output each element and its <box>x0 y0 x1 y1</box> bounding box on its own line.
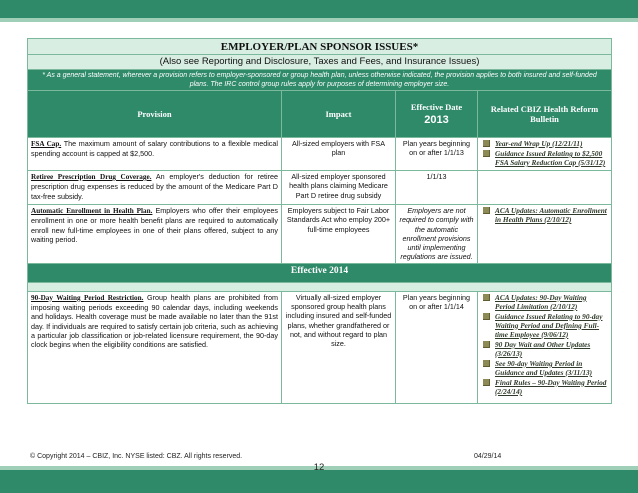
bullet-square-icon <box>483 207 490 214</box>
bulletin-link[interactable] <box>481 206 608 224</box>
issues-table <box>27 38 612 404</box>
provision-text: Employers who offer their employees enrollment in one or more health benefit plans are required to automatically enroll new full-time employees in one of their plans offered, subject to any waiting period. <box>31 206 278 244</box>
provision-text: The maximum amount of salary contributions to a flexible medical spending account is capped at $2,500. <box>31 139 279 159</box>
provision-text: An employer's deduction for retiree prescription drug expenses is reduced by the amount of the Medicare Part D tax-free subsidy. <box>31 172 278 201</box>
table-row <box>28 138 612 171</box>
bullet-square-icon <box>483 341 490 348</box>
bulletin-link-text: See 90-day Waiting Period in Guidance and Updates (3/11/13) <box>495 358 593 377</box>
page-title: EMPLOYER/PLAN SPONSOR ISSUES* <box>28 39 612 55</box>
top-banner <box>0 0 638 18</box>
impact-cell: All-sized employers with FSA plan <box>282 138 396 171</box>
effective-cell: Plan years beginning on or after 1/1/13 <box>396 138 478 171</box>
bulletin-cell <box>478 205 612 264</box>
bulletin-cell <box>478 171 612 205</box>
bulletin-link-text: Guidance Issued Relating to $2,500 FSA Salary Reduction Cap (5/31/12) <box>495 149 606 167</box>
bullet-square-icon <box>483 140 490 147</box>
footer-copyright: © Copyright 2014 – CBIZ, Inc. NYSE listed: CBZ. All rights reserved. <box>30 453 243 460</box>
provision-title: FSA Cap. <box>31 140 62 148</box>
effective-cell: Employers are not required to comply with the automatic enrollment provisions until implementing regulations are issued. <box>396 205 478 264</box>
bulletin-link[interactable] <box>481 139 608 148</box>
issues-document <box>27 38 611 404</box>
page-subtitle: (Also see Reporting and Disclosure, Taxes and Fees, and Insurance Issues) <box>28 55 612 70</box>
bullet-square-icon <box>483 294 490 301</box>
section-heading-2014: Effective 2014 <box>28 263 612 282</box>
bulletin-link[interactable] <box>481 340 608 358</box>
bulletin-link[interactable] <box>481 312 608 339</box>
effective-cell: Plan years beginning on or after 1/1/14 <box>396 291 478 403</box>
section-divider <box>28 282 612 291</box>
bulletin-link[interactable] <box>481 293 608 311</box>
bulletin-cell <box>478 291 612 403</box>
provision-cell <box>28 205 282 264</box>
impact-cell: Employers subject to Fair Labor Standards Act who employ 200+ full-time employees <box>282 205 396 264</box>
page-number: 12 <box>313 462 325 473</box>
bulletin-link-text: ACA Updates: Automatic Enrollment in Health Plans (2/10/12) <box>495 206 607 224</box>
bulletin-link[interactable] <box>481 378 608 396</box>
table-row <box>28 171 612 205</box>
bulletin-link[interactable] <box>481 359 608 377</box>
header-provision: Provision <box>28 91 282 138</box>
provision-text: Group health plans are prohibited from imposing waiting periods exceeding 90 calendar days, including weekends and holidays. Health coverage must be made available no later than the 91st day. If individuals are required to satisfy certain job criteria, such as achieving a particular job classification or job-related licensure requirement, the 90-day clock begins when the eligibility conditions are satisfied. <box>31 292 279 350</box>
bullet-square-icon <box>483 150 490 157</box>
table-row <box>28 291 612 403</box>
footer-date: 04/29/14 <box>474 453 502 460</box>
effective-cell: 1/1/13 <box>396 171 478 205</box>
header-impact: Impact <box>282 91 396 138</box>
header-effective <box>396 91 478 138</box>
provision-title: Retiree Prescription Drug Coverage. <box>31 173 152 181</box>
provision-cell <box>28 138 282 171</box>
provision-title: 90-Day Waiting Period Restriction. <box>31 293 144 302</box>
bulletin-link-text: 90 Day Wait and Other Updates (3/26/13) <box>495 339 591 358</box>
general-note: * As a general statement, wherever a provision refers to employer-sponsored or group health plan, unless otherwise indicated, the provision applies to both insured and self-funded plans. The IRC control group rules apply for purposes of determining employer size. <box>28 70 612 91</box>
bulletin-link-text: Final Rules – 90-Day Waiting Period (2/24/14) <box>495 377 607 396</box>
header-effective-year: 2013 <box>424 114 449 126</box>
bulletin-link-text: Year-end Wrap Up (12/21/11) <box>495 139 583 148</box>
table-row <box>28 205 612 264</box>
impact-cell: All-sized employer sponsored health plans claiming Medicare Part D retiree drug subsidy <box>282 171 396 205</box>
header-related-bulletin: Related CBIZ Health Reform Bulletin <box>478 91 612 138</box>
top-banner-stripe <box>0 18 638 22</box>
header-effective-label: Effective Date <box>410 102 463 112</box>
bullet-square-icon <box>483 379 490 386</box>
bulletin-link[interactable] <box>481 149 608 167</box>
provision-title: Automatic Enrollment in Health Plan. <box>31 207 153 215</box>
provision-cell <box>28 171 282 205</box>
impact-cell: Virtually all-sized employer sponsored group health plans including insured and self-funded plans, whether grandfathered or not, and without regard to plan size. <box>282 291 396 403</box>
bullet-square-icon <box>483 360 490 367</box>
provision-cell <box>28 291 282 403</box>
header-row <box>28 91 612 138</box>
bulletin-cell <box>478 138 612 171</box>
bottom-banner <box>0 470 638 493</box>
bulletin-link-text: ACA Updates: 90-Day Waiting Period Limitation (2/10/12) <box>495 292 587 311</box>
bullet-square-icon <box>483 313 490 320</box>
bulletin-link-text: Guidance Issued Relating to 90-day Waiting Period and Defining Full-time Employee (9/06/12) <box>495 311 603 339</box>
